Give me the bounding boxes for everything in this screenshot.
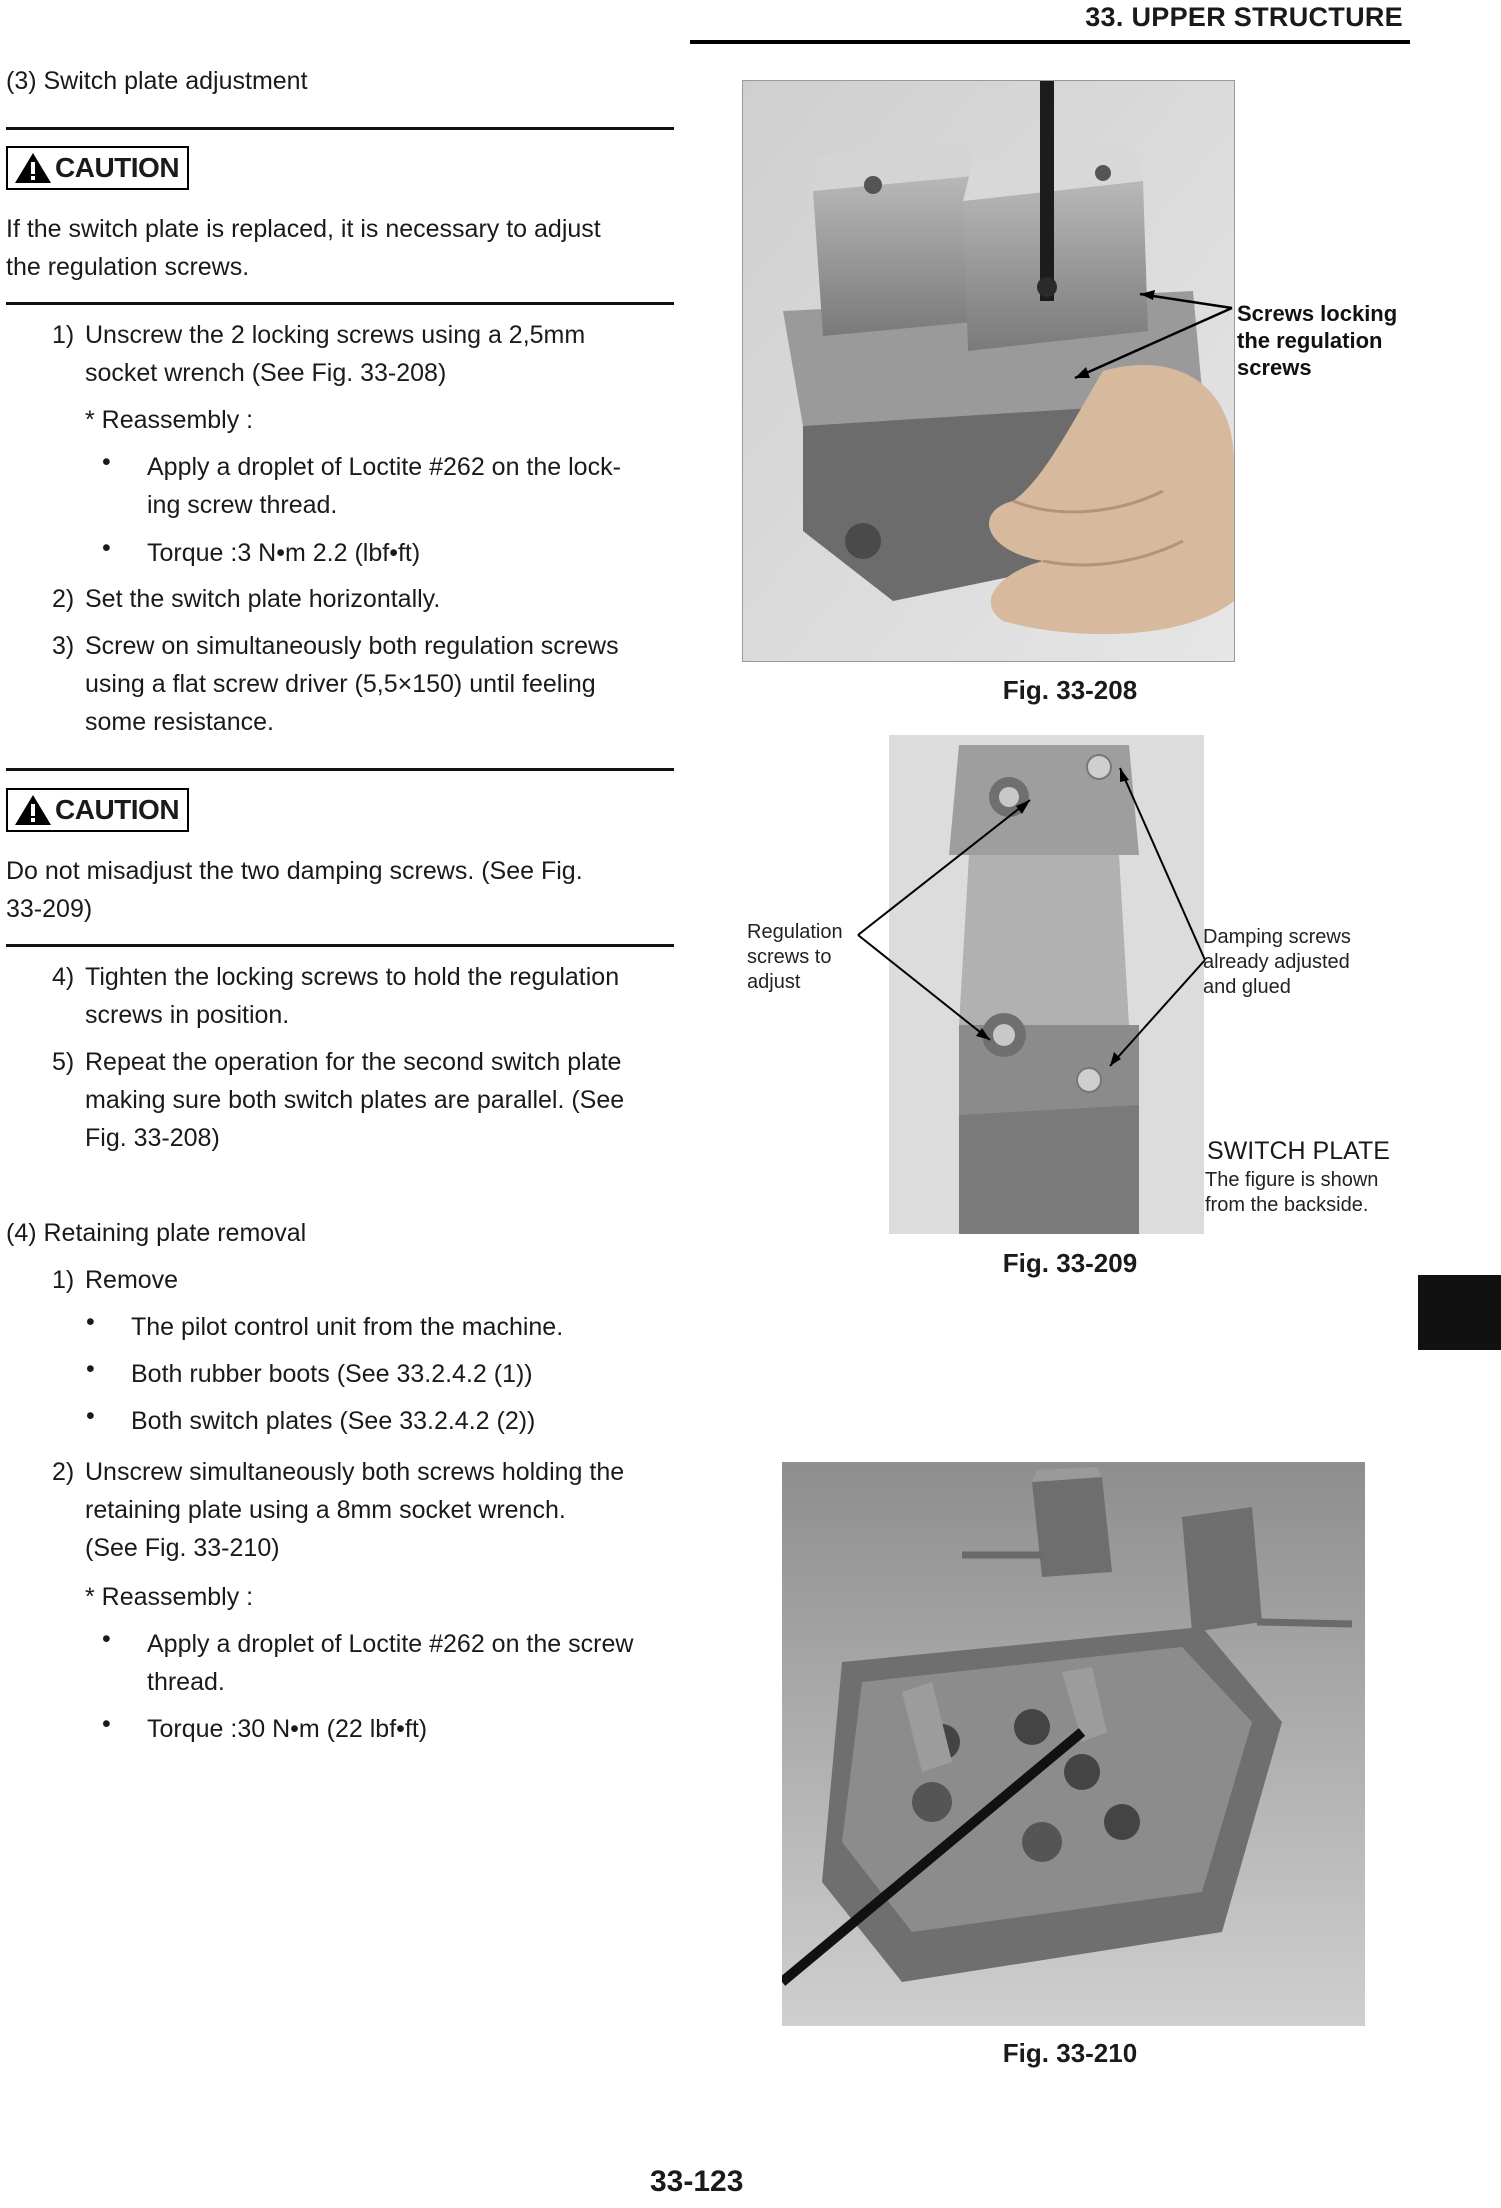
step-text: socket wrench (See Fig. 33-208) bbox=[85, 359, 447, 387]
bullet-text: thread. bbox=[147, 1668, 225, 1696]
step-text: (See Fig. 33-210) bbox=[85, 1534, 280, 1562]
fig-33-209-caption: Fig. 33-209 bbox=[1002, 1248, 1138, 1278]
bullet-text: Apply a droplet of Loctite #262 on the screw bbox=[147, 1630, 634, 1658]
bullet: • bbox=[86, 1308, 95, 1336]
step-number: 1) bbox=[52, 321, 75, 349]
bullet-text: Torque :3 N•m 2.2 (lbf•ft) bbox=[147, 539, 421, 567]
bullet: • bbox=[102, 1710, 111, 1738]
bullet: • bbox=[102, 448, 111, 476]
step-text: Tighten the locking screws to hold the regulation bbox=[85, 963, 620, 991]
step-text: Fig. 33-208) bbox=[85, 1124, 220, 1152]
reassembly-label: * Reassembly : bbox=[85, 1583, 254, 1611]
divider bbox=[6, 768, 674, 771]
fig-33-209-callout-arrows bbox=[850, 740, 1230, 1100]
caution-text-line: Do not misadjust the two damping screws. (See Fig. bbox=[6, 857, 583, 885]
step-text: some resistance. bbox=[85, 708, 274, 736]
step-text: retaining plate using a 8mm socket wrench. bbox=[85, 1496, 566, 1524]
callout-line: and glued bbox=[1203, 976, 1291, 998]
step-text: using a flat screw driver (5,5×150) until feeling bbox=[85, 670, 596, 698]
callout-line: already adjusted bbox=[1203, 951, 1350, 973]
step-number: 2) bbox=[52, 1458, 75, 1486]
page-number: 33-123 bbox=[650, 2165, 744, 2198]
warning-icon bbox=[13, 151, 53, 185]
retaining-plate-photo-illustration bbox=[782, 1462, 1365, 2026]
divider bbox=[6, 302, 674, 305]
fig-33-208-caption: Fig. 33-208 bbox=[1002, 675, 1138, 705]
step-1 bbox=[0, 1261, 680, 1301]
step-3 bbox=[0, 627, 680, 747]
callout-line: screws bbox=[1237, 355, 1312, 380]
divider bbox=[6, 944, 674, 947]
reassembly-label: * Reassembly : bbox=[85, 406, 254, 434]
step-text: Repeat the operation for the second switch plate bbox=[85, 1048, 622, 1076]
bullet-text: Apply a droplet of Loctite #262 on the lock- bbox=[147, 453, 621, 481]
step-1 bbox=[0, 316, 680, 396]
fig-33-208-callout bbox=[1237, 300, 1397, 381]
header-rule bbox=[690, 40, 1410, 44]
fig-33-209-right-callout bbox=[1203, 925, 1351, 1000]
callout-line: screws to bbox=[747, 946, 832, 968]
caution-badge bbox=[6, 146, 189, 190]
step-text: Unscrew the 2 locking screws using a 2,5mm bbox=[85, 321, 586, 349]
section-title: 33. UPPER STRUCTURE bbox=[1085, 2, 1403, 32]
bullet-text: Torque :30 N•m (22 lbf•ft) bbox=[147, 1715, 428, 1743]
divider bbox=[6, 127, 674, 130]
caution-label: CAUTION bbox=[55, 794, 180, 825]
step-text: Set the switch plate horizontally. bbox=[85, 585, 441, 613]
fig-33-210-caption: Fig. 33-210 bbox=[1002, 2038, 1138, 2068]
fig-33-210-photo bbox=[782, 1462, 1365, 2026]
step-text: Screw on simultaneously both regulation screws bbox=[85, 632, 619, 660]
callout-line: Damping screws bbox=[1203, 926, 1351, 948]
bullet-text: Both switch plates (See 33.2.4.2 (2)) bbox=[131, 1407, 536, 1435]
step-text: Unscrew simultaneously both screws holding the bbox=[85, 1458, 625, 1486]
bullet: • bbox=[86, 1402, 95, 1430]
note-line: from the backside. bbox=[1205, 1194, 1369, 1216]
fig-33-209-note bbox=[1205, 1168, 1378, 1218]
callout-line: Regulation bbox=[747, 921, 843, 943]
fig-33-209-left-callout bbox=[747, 920, 843, 995]
step-text: making sure both switch plates are parallel. (See bbox=[85, 1086, 625, 1114]
callout-line: the regulation bbox=[1237, 328, 1383, 353]
step-4 bbox=[0, 958, 680, 1038]
step-number: 2) bbox=[52, 585, 75, 613]
bullet-text: ing screw thread. bbox=[147, 491, 338, 519]
retaining-plate-heading: (4) Retaining plate removal bbox=[6, 1219, 307, 1247]
caution-badge bbox=[6, 788, 189, 832]
switch-plate-heading: (3) Switch plate adjustment bbox=[6, 67, 308, 95]
step-5 bbox=[0, 1043, 680, 1163]
bullet-text: The pilot control unit from the machine. bbox=[131, 1313, 564, 1341]
caution-text-line: 33-209) bbox=[6, 895, 93, 923]
caution-text-line: the regulation screws. bbox=[6, 253, 250, 281]
switch-plate-label: SWITCH PLATE bbox=[1207, 1137, 1390, 1165]
step-number: 4) bbox=[52, 963, 75, 991]
bullet: • bbox=[86, 1355, 95, 1383]
caution-label: CAUTION bbox=[55, 152, 180, 183]
warning-icon bbox=[13, 793, 53, 827]
step-text: screws in position. bbox=[85, 1001, 290, 1029]
bullet: • bbox=[102, 534, 111, 562]
bullet: • bbox=[102, 1625, 111, 1653]
step-number: 3) bbox=[52, 632, 75, 660]
bullet-text: Both rubber boots (See 33.2.4.2 (1)) bbox=[131, 1360, 533, 1388]
callout-line: Screws locking bbox=[1237, 301, 1398, 326]
note-line: The figure is shown bbox=[1205, 1169, 1379, 1191]
step-2 bbox=[0, 580, 680, 620]
callout-line: adjust bbox=[747, 971, 801, 993]
step-2 bbox=[0, 1453, 680, 1573]
fig-33-208-callout-arrows bbox=[1060, 290, 1240, 410]
caution-text-line: If the switch plate is replaced, it is necessary to adjust bbox=[6, 215, 601, 243]
chapter-tab-marker bbox=[1418, 1275, 1501, 1350]
step-number: 1) bbox=[52, 1266, 75, 1294]
step-text: Remove bbox=[85, 1266, 179, 1294]
step-number: 5) bbox=[52, 1048, 75, 1076]
